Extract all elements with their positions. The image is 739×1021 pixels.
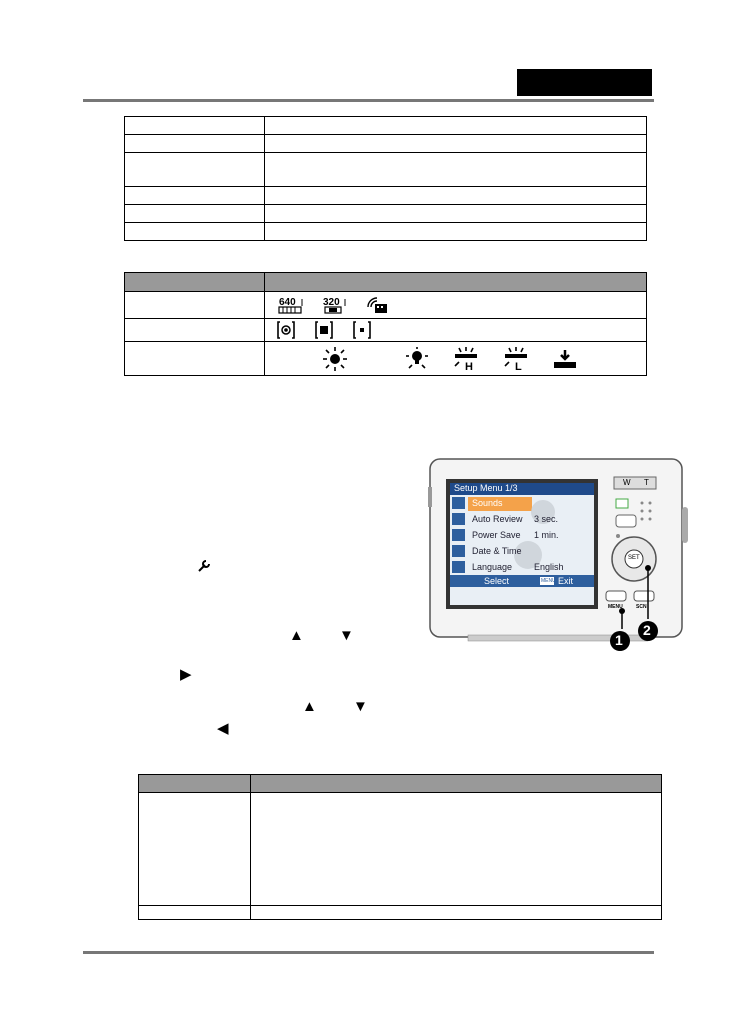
- center-metering-icon: [315, 321, 333, 339]
- menu-item-power-save: Power Save: [472, 530, 521, 540]
- table-header-row: [139, 775, 662, 793]
- language-tab: [517, 69, 652, 96]
- power-save-value: 1 min.: [534, 530, 559, 540]
- wrench-icon: [197, 559, 211, 573]
- video-320-icon: [321, 296, 349, 314]
- menu-item-date-time: Date & Time: [472, 546, 522, 556]
- left-arrow-icon: ◀: [217, 720, 229, 737]
- up-arrow-icon: ▲: [302, 698, 317, 715]
- callout-1: 1: [615, 632, 623, 648]
- table-row: [125, 135, 647, 153]
- svg-text:H: H: [465, 360, 473, 372]
- svg-text:320: 320: [323, 297, 340, 308]
- set-button-label: SET: [628, 555, 640, 561]
- table-row: [125, 319, 647, 342]
- menu-button-label: MENU: [608, 604, 623, 610]
- up-arrow-icon: ▲: [289, 627, 304, 644]
- table-row: [125, 153, 647, 187]
- callout-2: 2: [643, 622, 651, 638]
- average-metering-icon: [353, 321, 371, 339]
- footer-exit: Exit: [558, 576, 574, 586]
- right-arrow-icon: ▶: [180, 666, 192, 683]
- table-header-row: [125, 273, 647, 292]
- settings-table-3: [138, 774, 662, 920]
- camera-illustration: [428, 457, 688, 657]
- zoom-t-label: T: [644, 478, 649, 487]
- table-row: [125, 187, 647, 205]
- footer-select: Select: [484, 576, 510, 586]
- table-row: [125, 292, 647, 319]
- header-rule: [83, 99, 654, 102]
- menu-item-language: Language: [472, 562, 513, 572]
- fluorescent-h-icon: [451, 346, 481, 372]
- menu-item-sounds: Sounds: [472, 498, 503, 508]
- video-640-icon: [277, 296, 305, 314]
- menu-item-auto-review: Auto Review: [472, 514, 523, 524]
- zoom-w-label: W: [623, 478, 631, 487]
- tungsten-icon: [403, 346, 431, 372]
- table-row: [125, 223, 647, 241]
- settings-table-2: [124, 272, 647, 376]
- table-row: [125, 117, 647, 135]
- svg-text:L: L: [515, 360, 522, 372]
- down-arrow-icon: ▼: [339, 627, 354, 644]
- svg-text:640: 640: [279, 297, 296, 308]
- settings-table-1: [124, 116, 647, 241]
- table-row: [125, 342, 647, 376]
- table-row: [125, 205, 647, 223]
- daylight-icon: [321, 346, 349, 372]
- footer-menu-chip: MENU: [541, 578, 556, 584]
- video-streaming-icon: [365, 295, 391, 315]
- fluorescent-l-icon: [501, 346, 531, 372]
- table-row: [139, 793, 662, 906]
- footer-rule: [83, 951, 654, 954]
- scn-button-label: SCN: [636, 604, 647, 610]
- screen-title: Setup Menu 1/3: [454, 483, 518, 493]
- language-value: English: [534, 562, 564, 572]
- custom-wb-icon: [551, 346, 579, 372]
- spot-metering-icon: [277, 321, 295, 339]
- down-arrow-icon: ▼: [353, 698, 368, 715]
- table-row: [139, 906, 662, 920]
- auto-review-value: 3 sec.: [534, 514, 559, 524]
